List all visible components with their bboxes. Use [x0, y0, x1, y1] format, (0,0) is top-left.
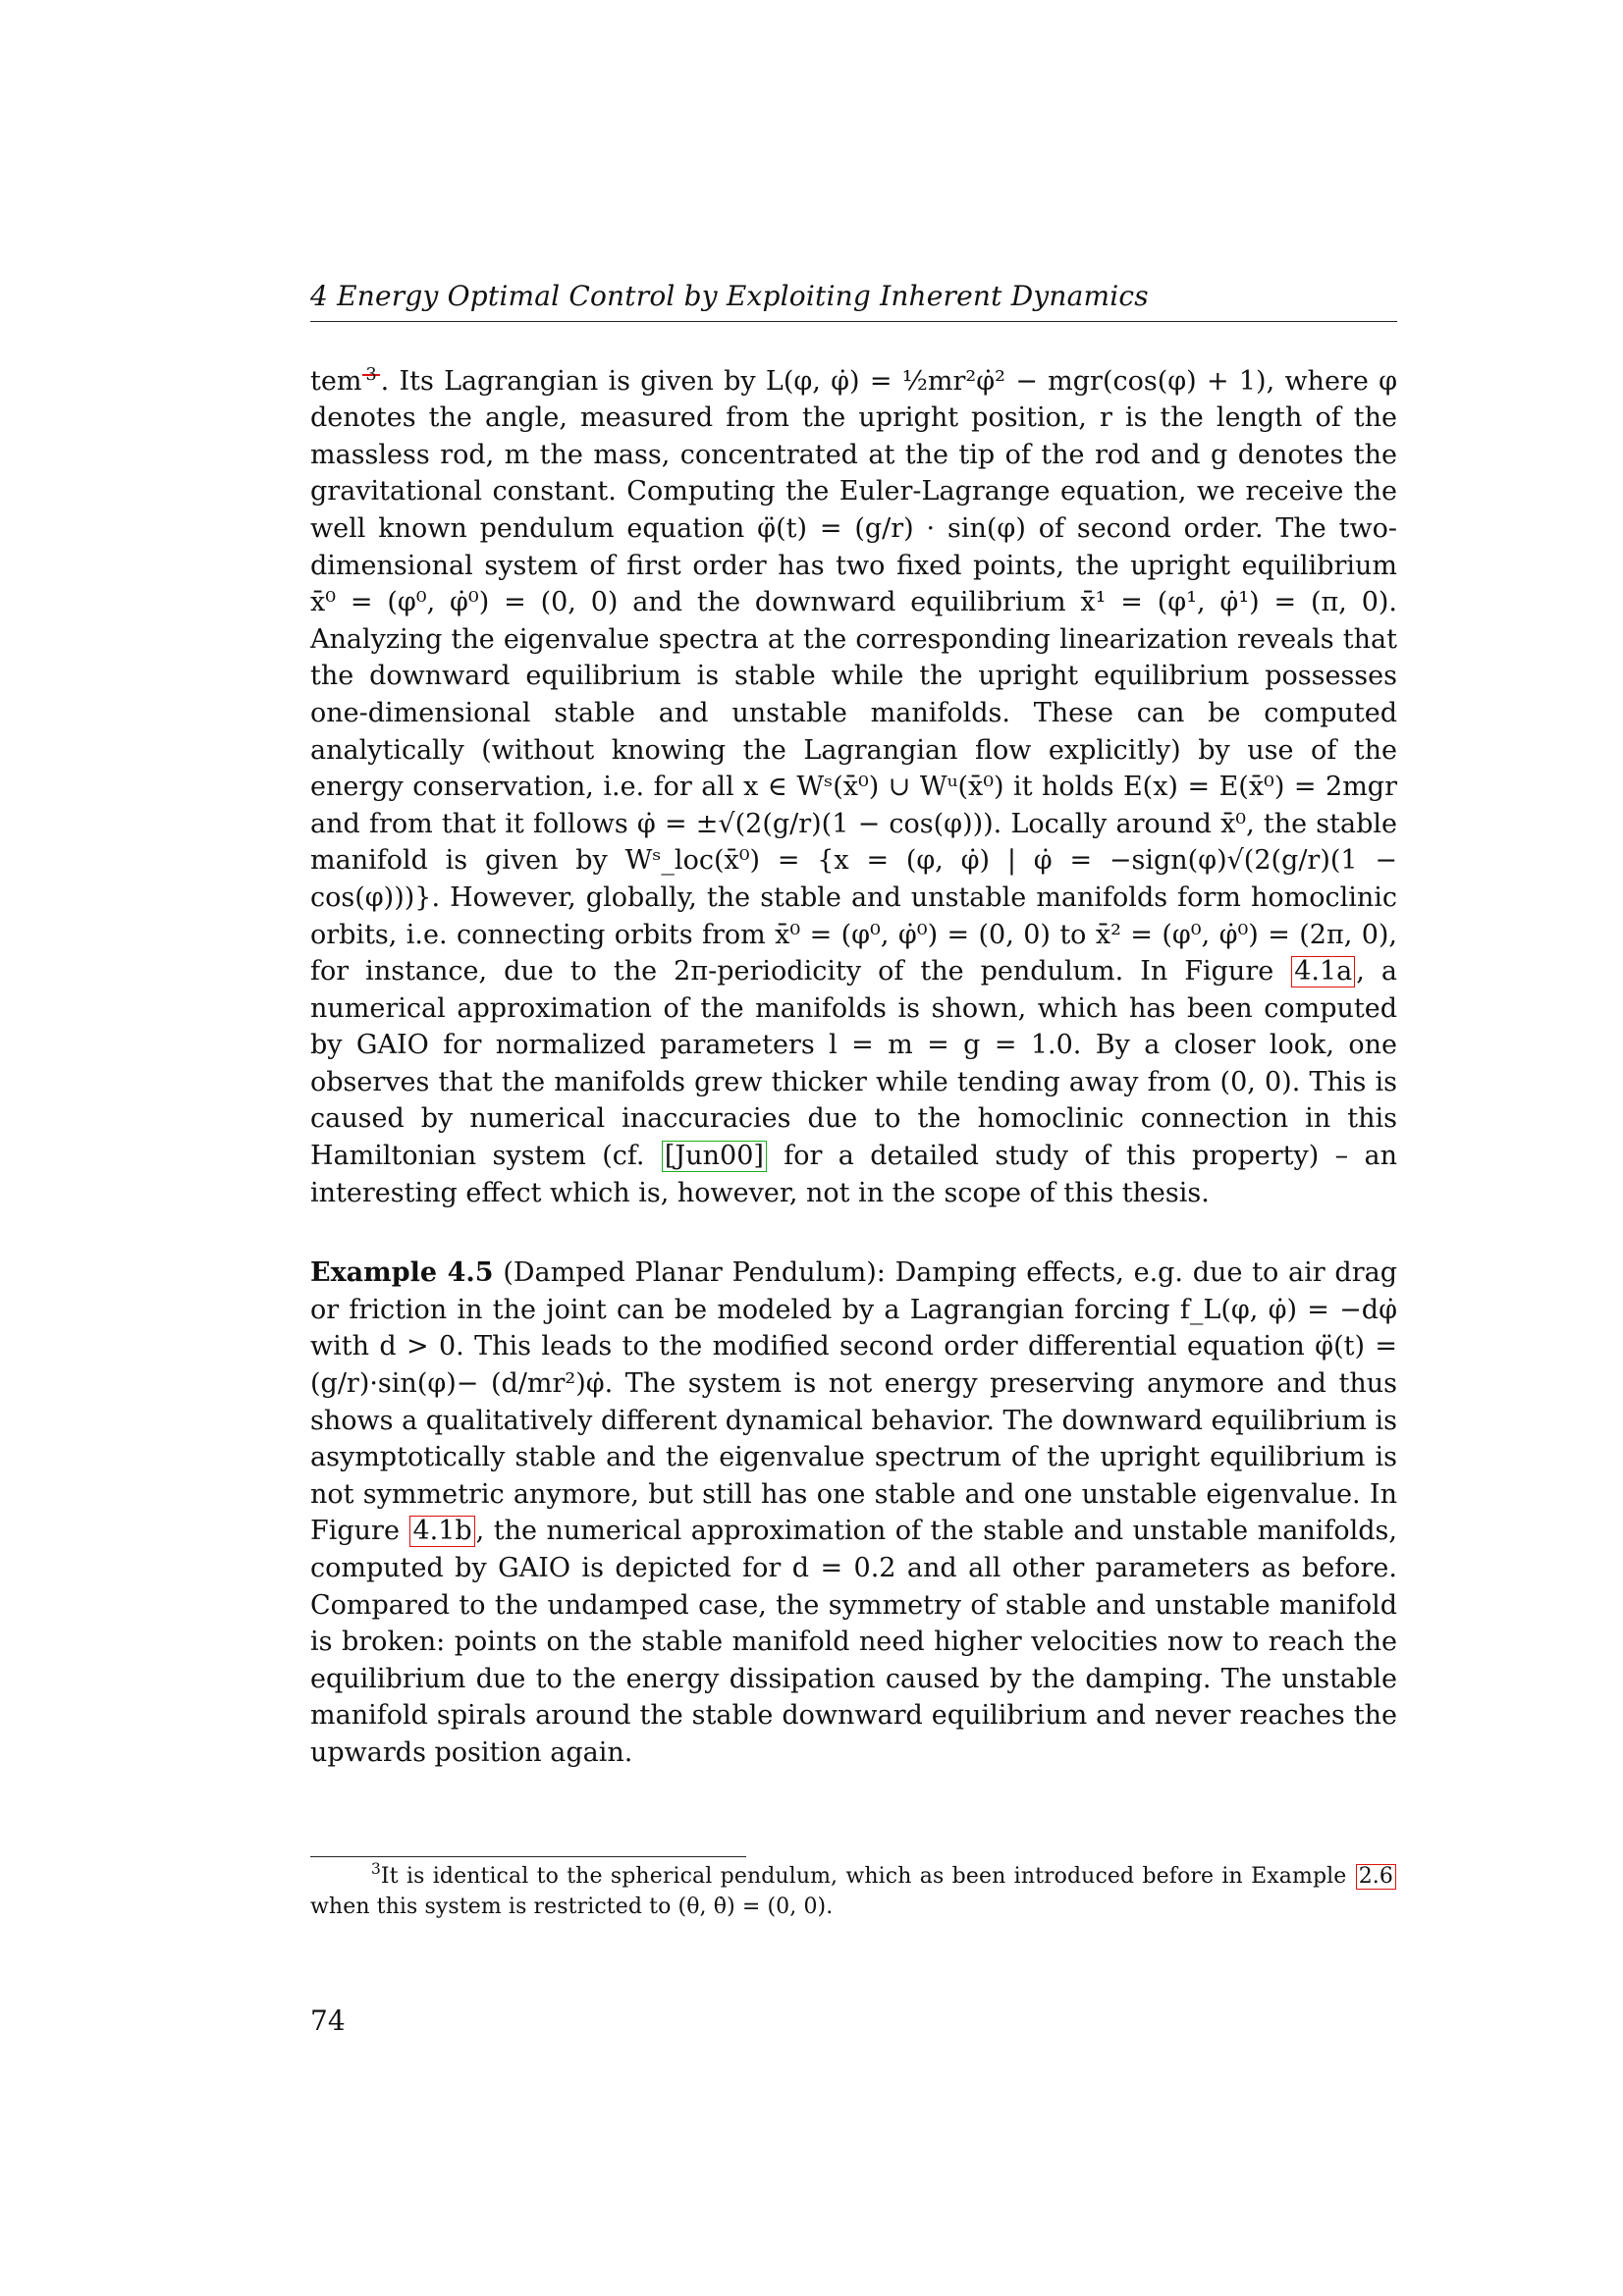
- page-number: 74: [310, 2004, 346, 2037]
- example-label: Example 4.5: [310, 1257, 494, 1289]
- paragraph-text: . Its Lagrangian is given by L(φ, φ̇) = ½mr²φ̇² − mgr(cos(φ) + 1), where φ denotes the angle, measured from the upright position, r is the length of the massless rod, m the mass, concentrated at the tip of the rod and g denotes the gravitational constant. Computing the Euler-Lagrange equation, we receive the well known pendulum equation φ̈(t) = (g/r) · sin(φ) of second order. The two-dimensional system of first order has two fixed points, the upright equilibrium x̄⁰ = (φ⁰, φ̇⁰) = (0, 0) and the downward equilibrium x̄¹ = (φ¹, φ̇¹) = (π, 0). Analyzing the eigenvalue spectra at the corresponding linearization reveals that the downward equilibrium is stable while the upright equilibrium possesses one-dimensional stable and unstable manifolds. These can be computed analytically (without knowing the Lagrangian flow explicitly) by use of the energy conservation, i.e. for all x ∈ Wˢ(x̄⁰) ∪ Wᵘ(x̄⁰) it holds E(x) = E(x̄⁰) = 2mgr and from that it follows φ̇ = ±√(2(g/r)(1 − cos(φ))). Locally around x̄⁰, the stable manifold is given by Wˢ_loc(x̄⁰) = {x = (φ, φ̇) | φ̇ = −sign(φ)√(2(g/r)(1 − cos(φ)))}. However, globally, the stable and unstable manifolds form homoclinic orbits, i.e. connecting orbits from x̄⁰ = (φ⁰, φ̇⁰) = (0, 0) to x̄² = (φ⁰, φ̇⁰) = (2π, 0), for instance, due to the 2π-periodicity of the pendulum. In Figure: [310, 365, 1397, 988]
- example-title: (Damped Planar Pendulum):: [493, 1257, 886, 1289]
- example-text-end: , the numerical approximation of the stable and unstable manifolds, computed by GAIO is depicted for d = 0.2 and all other parameters as before. Compared to the undamped case, the symmetry of stable and unstable manifold is broken: points on the stable manifold need higher velocities now to reach the equilibrium due to the energy dissipation caused by the damping. The unstable manifold spirals around the stable downward equilibrium and never reaches the upwards position again.: [310, 1516, 1397, 1768]
- figure-ref-4-1b-link[interactable]: 4.1b: [409, 1516, 474, 1547]
- example-text: Damping effects, e.g. due to air drag or friction in the joint can be modeled by a Lagrangian forcing f_L(φ, φ̇) = −dφ̇ with d > 0. This leads to the modified second order differential equation φ̈(t) = (g/r)·sin(φ)− (d/mr²)φ̇. The system is not energy preserving anymore and thus shows a qualitatively different dynamical behavior. The downward equilibrium is asymptotically stable and the eigenvalue spectrum of the upright equilibrium is not symmetric anymore, but still has one stable and one unstable eigenvalue. In Figure: [310, 1257, 1397, 1547]
- figure-ref-4-1a-link[interactable]: 4.1a: [1291, 956, 1355, 988]
- paragraph-text-after-figure: , a numerical approximation of the manifolds is shown, which has been computed by GAIO for normalized parameters l = m = g = 1.0. By a closer look, one observes that the manifolds grew thicker while tending away from (0, 0). This is caused by numerical inaccuracies due to the homoclinic connection in this Hamiltonian system (cf.: [310, 956, 1397, 1172]
- footnote: [310, 1861, 1397, 1922]
- footnote-text: It is identical to the spherical pendulum, which as been introduced before in Example: [380, 1863, 1355, 1889]
- example-ref-2-6-link[interactable]: 2.6: [1356, 1864, 1396, 1890]
- footnote-mark: 3: [371, 1860, 381, 1879]
- running-header: 4 Energy Optimal Control by Exploiting Inherent Dynamics: [310, 280, 1397, 322]
- footnote-text-end: when this system is restricted to (θ, θ̇) = (0, 0).: [310, 1894, 834, 1919]
- example-4-5: [310, 1255, 1397, 1771]
- paragraph-text-end: for a detailed study of this property) – an interesting effect which is, however, not in the scope of this thesis.: [310, 1141, 1398, 1208]
- footnote-ref-link[interactable]: 3: [362, 374, 379, 376]
- paragraph-lead: tem: [310, 365, 362, 397]
- citation-jun00-link[interactable]: [Jun00]: [662, 1141, 767, 1172]
- page-content: [310, 280, 1397, 1922]
- paragraph-pendulum: [310, 363, 1397, 1212]
- footnote-divider: [310, 1856, 746, 1857]
